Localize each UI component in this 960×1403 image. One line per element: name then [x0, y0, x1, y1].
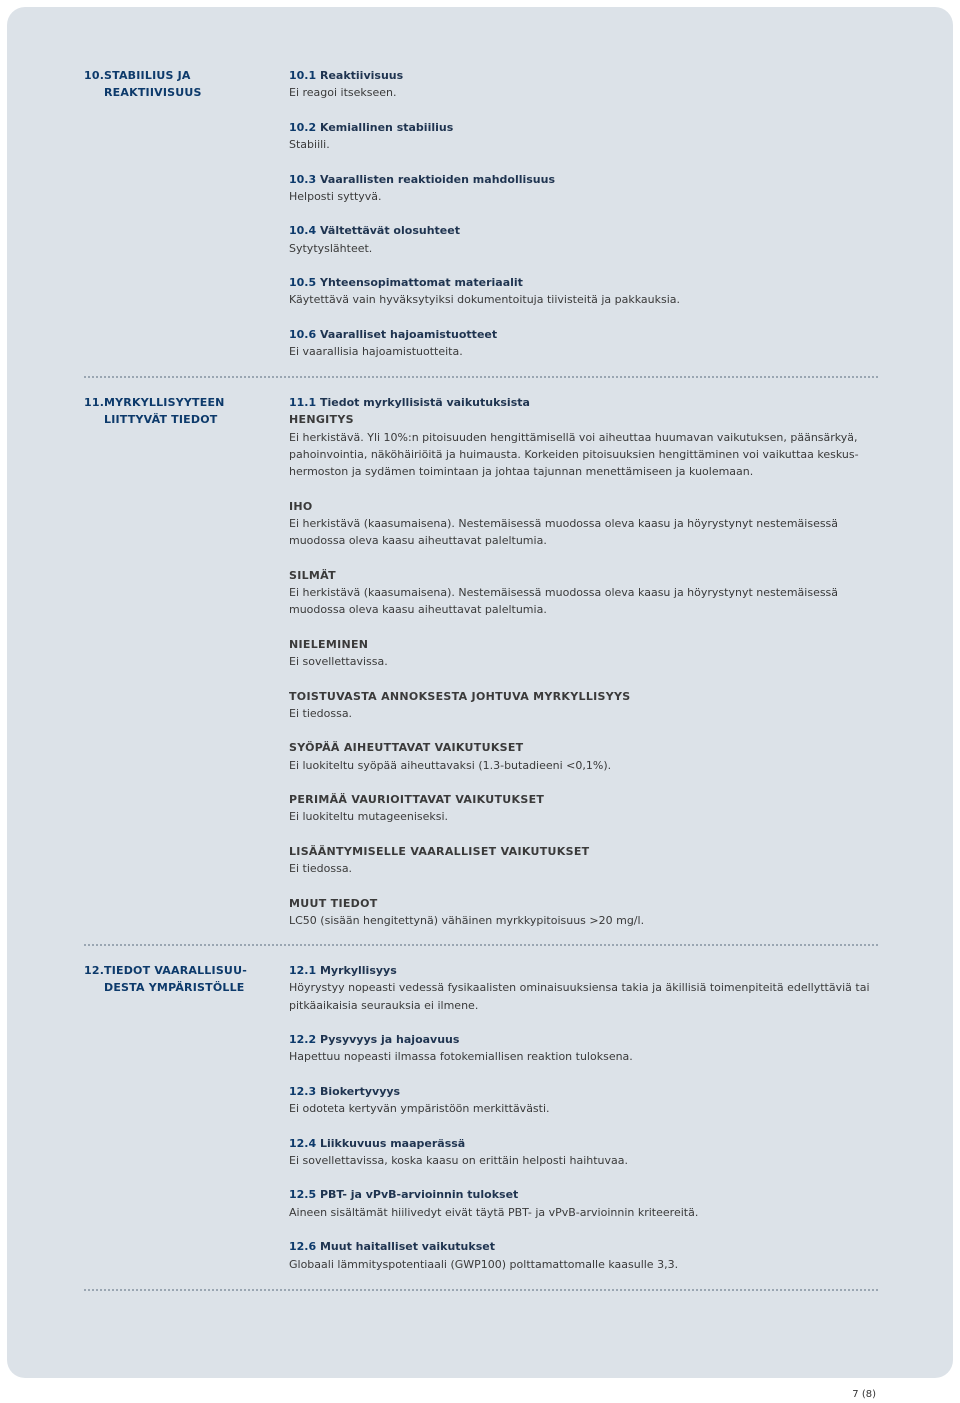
block-text: Ei herkistävä. Yli 10%:n pitoisuuden hengittämisellä voi aiheuttaa huumavan vaikutuksen, päänsärkyä, pahoinvointia, näköhäiriöitä ja huimausta. Korkeiden pitoisuuksien hengittäminen voi vaikuttaa keskus-hermoston ja sydämen toimintaan ja johtaa tajunnan menettämiseen ja kuolemaan. [289, 430, 859, 479]
subsection-heading: 10.2 Kemiallinen stabiilius [289, 120, 454, 134]
toxicity-block [289, 739, 881, 774]
subsection-heading: 12.2 Pysyvyys ja hajoavuus [289, 1033, 460, 1047]
subsection-text: Ei sovellettavissa, koska kaasu on erittäin helposti haihtuvaa. [289, 1153, 629, 1167]
subsection-text: Helposti syttyvä. [289, 189, 382, 203]
toxicity-block [289, 636, 881, 671]
toxicity-block [289, 567, 881, 619]
section-divider [84, 376, 878, 378]
subsection [289, 222, 881, 257]
block-text: Ei herkistävä (kaasumaisena). Nestemäisessä muodossa oleva kaasu ja höyrystynyt nestemäisessä muodossa oleva kaasu aiheuttavat paleltumia. [289, 516, 839, 548]
block-caption: TOISTUVASTA ANNOKSESTA JOHTUVA MYRKYLLISYYS [289, 689, 631, 703]
subsection [289, 1186, 881, 1221]
section-10-title [84, 67, 274, 101]
section-title-line2: LIITTYVÄT TIEDOT [104, 413, 218, 426]
toxicity-block [289, 791, 881, 826]
subsection-text: Globaali lämmityspotentiaali (GWP100) polttamattomalle kaasulle 3,3. [289, 1257, 679, 1271]
block-caption: SYÖPÄÄ AIHEUTTAVAT VAIKUTUKSET [289, 741, 524, 755]
subsection-text: Käytettävä vain hyväksytyiksi dokumentoituja tiivisteitä ja pakkauksia. [289, 293, 681, 307]
subsection [289, 1031, 881, 1066]
subsection-heading: 12.5 PBT- ja vPvB-arvioinnin tulokset [289, 1188, 519, 1202]
subsection-heading: 10.6 Vaaralliset hajoamistuotteet [289, 327, 498, 341]
subsection [289, 274, 881, 309]
block-text: Ei sovellettavissa. [289, 655, 388, 669]
block-caption: MUUT TIEDOT [289, 896, 378, 910]
section-title-line1: STABIILIUS JA [104, 69, 191, 82]
toxicity-block [289, 895, 881, 930]
subsection-heading: 12.4 Liikkuvuus maaperässä [289, 1136, 466, 1150]
section-12-body [289, 962, 881, 1290]
subsection-heading: 12.1 Myrkyllisyys [289, 964, 397, 977]
subsection-text: Ei vaarallisia hajoamistuotteita. [289, 345, 463, 359]
block-text: Ei herkistävä (kaasumaisena). Nestemäisessä muodossa oleva kaasu ja höyrystynyt nestemäisessä muodossa oleva kaasu aiheuttavat paleltumia. [289, 586, 839, 617]
block-caption: LISÄÄNTYMISELLE VAARALLISET VAIKUTUKSET [289, 844, 590, 858]
section-number: 10. [84, 69, 105, 82]
subsection [289, 1083, 881, 1118]
block-text: LC50 (sisään hengitettynä) vähäinen myrkkypitoisuus >20 mg/l. [289, 914, 645, 928]
block-caption: SILMÄT [289, 568, 336, 582]
subsection-text: Sytytyslähteet. [289, 241, 373, 255]
section-title-line2: REAKTIIVISUUS [104, 86, 202, 99]
subsection [289, 962, 881, 1014]
subsection-text: Hapettuu nopeasti ilmassa fotokemiallisen reaktion tuloksena. [289, 1050, 633, 1064]
toxicity-block [289, 411, 881, 480]
subsection [289, 119, 881, 154]
subsection-text: Ei reagoi itsekseen. [289, 86, 397, 100]
block-text: Ei luokiteltu mutageeniseksi. [289, 810, 449, 824]
subsection-text: Aineen sisältämät hiilivedyt eivät täytä PBT- ja vPvB-arvioinnin kriteereitä. [289, 1205, 699, 1219]
block-caption: HENGITYS [289, 413, 354, 427]
subsection-heading: 10.5 Yhteensopimattomat materiaalit [289, 276, 523, 290]
section-10-body [289, 67, 881, 378]
block-text: Ei tiedossa. [289, 706, 353, 720]
subsection [289, 1238, 881, 1273]
block-text: Ei tiedossa. [289, 862, 353, 876]
section-11-title [84, 394, 274, 428]
section-title-line1: MYRKYLLISYYTEEN [104, 396, 225, 409]
subsection [289, 171, 881, 206]
subsection-heading: 11.1 Tiedot myrkyllisistä vaikutuksista [289, 396, 530, 409]
section-number: 11. [84, 396, 105, 409]
toxicity-block [289, 688, 881, 723]
page-number: 7 (8) [852, 1389, 876, 1400]
subsection-heading: 10.4 Vältettävät olosuhteet [289, 224, 460, 238]
block-caption: NIELEMINEN [289, 637, 369, 651]
subsection [289, 394, 881, 411]
section-11-body [289, 394, 881, 947]
subsection-heading: 10.1 Reaktiivisuus [289, 69, 404, 82]
block-caption: IHO [289, 499, 313, 513]
block-caption: PERIMÄÄ VAURIOITTAVAT VAIKUTUKSET [289, 793, 545, 807]
subsection [289, 67, 881, 102]
subsection-heading: 10.3 Vaarallisten reaktioiden mahdollisuus [289, 172, 556, 186]
section-divider [84, 1289, 878, 1291]
section-12-title [84, 962, 274, 996]
subsection-text: Höyrystyy nopeasti vedessä fysikaalisten ominaisuuksiensa takia ja äkillisiä toimenpiteitä edellyttäviä tai pitkäaikaisia seurauksia ei ilmene. [289, 981, 870, 1012]
section-divider [84, 944, 878, 946]
section-number: 12. [84, 964, 105, 977]
subsection-text: Ei odoteta kertyvän ympäristöön merkittävästi. [289, 1102, 550, 1116]
subsection-heading: 12.3 Biokertyvyys [289, 1084, 401, 1098]
subsection-heading: 12.6 Muut haitalliset vaikutukset [289, 1240, 495, 1254]
toxicity-block [289, 498, 881, 550]
section-title-line2: DESTA YMPÄRISTÖLLE [104, 981, 245, 994]
toxicity-block [289, 843, 881, 878]
section-title-line1: TIEDOT VAARALLISUU- [104, 964, 247, 977]
block-text: Ei luokiteltu syöpää aiheuttavaksi (1.3-butadieeni <0,1%). [289, 758, 612, 772]
subsection-text: Stabiili. [289, 138, 330, 152]
subsection [289, 326, 881, 361]
subsection [289, 1135, 881, 1170]
